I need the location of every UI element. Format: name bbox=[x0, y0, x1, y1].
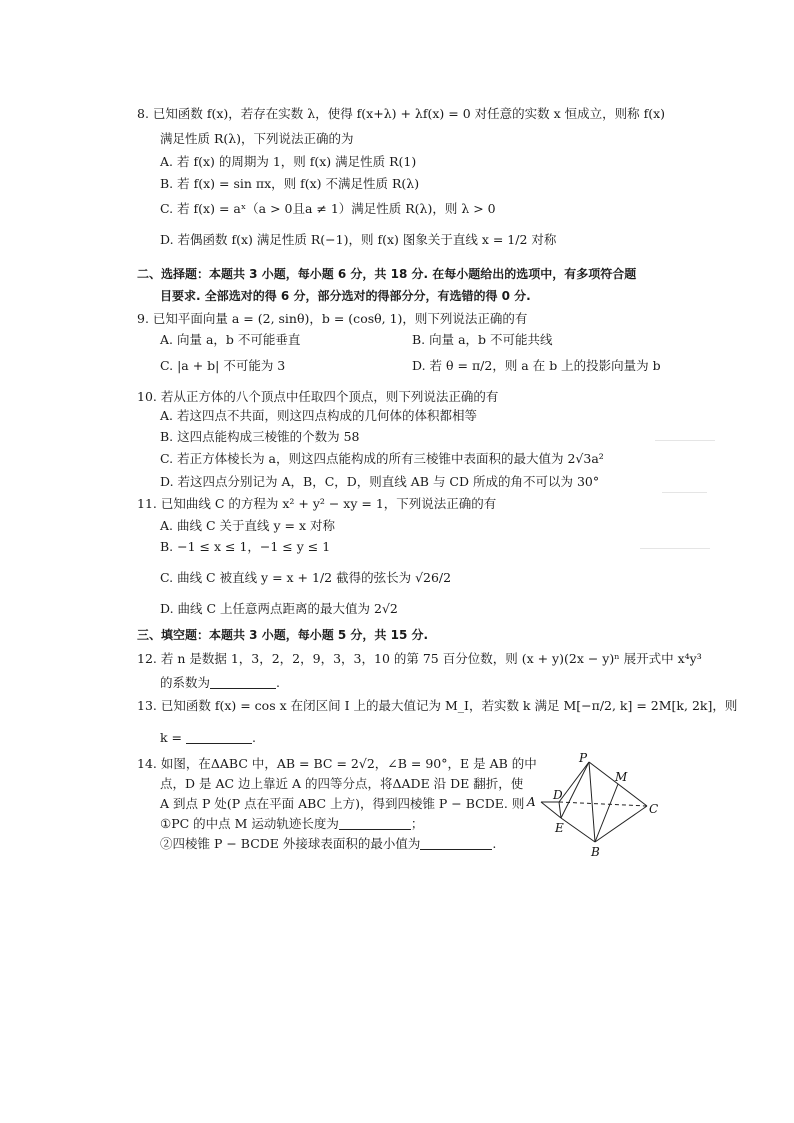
q10-option-b: B. 这四点能构成三棱锥的个数为 58 bbox=[160, 429, 360, 444]
edge-P-D bbox=[559, 762, 589, 802]
q8-option-a: A. 若 f(x) 的周期为 1，则 f(x) 满足性质 R(1) bbox=[160, 154, 417, 169]
q14-line5 bbox=[160, 836, 496, 852]
edge-A-E bbox=[541, 802, 561, 818]
edge-B-M bbox=[595, 784, 618, 842]
q10-option-a: A. 若这四点不共面，则这四点构成的几何体的体积都相等 bbox=[160, 408, 477, 423]
q13-answer-blank[interactable] bbox=[186, 731, 252, 744]
q14-pyramid-figure bbox=[515, 752, 665, 862]
q9-option-c: C. |a + b| 不可能为 3 bbox=[160, 358, 286, 373]
q14-part1-end: ； bbox=[410, 816, 424, 831]
q10-option-c: C. 若正方体棱长为 a，则这四点能构成的所有三棱锥中表面积的最大值为 2√3a² bbox=[160, 451, 604, 466]
q11-stem: 11. 已知曲线 C 的方程为 x² + y² − xy = 1，下列说法正确的有 bbox=[137, 496, 497, 511]
q12-stem-line2 bbox=[160, 675, 280, 691]
q13-prompt: k = bbox=[160, 730, 183, 745]
q8-stem-line1: 8. 已知函数 f(x)，若存在实数 λ，使得 f(x+λ) + λf(x) = 0 对任意的实数 x 恒成立，则称 f(x) bbox=[137, 106, 666, 121]
q13-stem-line2 bbox=[160, 730, 256, 746]
q11-option-c: C. 曲线 C 被直线 y = x + 1/2 截得的弦长为 √26/2 bbox=[160, 570, 452, 585]
section3-header: 三、填空题：本题共 3 小题，每小题 5 分，共 15 分. bbox=[137, 628, 429, 642]
q14-line1: 14. 如图，在ΔABC 中，AB = BC = 2√2，∠B = 90°，E 是 AB 的中 bbox=[137, 756, 537, 771]
q12-stem-line1: 12. 若 n 是数据 1，3，2，2，9，3，3，10 的第 75 百分位数，则 (x + y)(2x − y)ⁿ 展开式中 x⁴y³ bbox=[137, 651, 702, 666]
q14-part2-blank[interactable] bbox=[420, 837, 492, 850]
section2-header-line1: 二、选择题：本题共 3 小题，每小题 6 分，共 18 分. 在每小题给出的选项中，有多项符合题 bbox=[137, 267, 637, 281]
q9-option-d: D. 若 θ = π/2，则 a 在 b 上的投影向量为 b bbox=[412, 358, 661, 373]
q9-option-a: A. 向量 a，b 不可能垂直 bbox=[160, 332, 301, 347]
edge-P-C bbox=[589, 762, 647, 806]
q14-part2-end: . bbox=[492, 836, 497, 851]
q12-period: . bbox=[276, 675, 280, 690]
edge-B-C bbox=[595, 806, 647, 842]
label-A: A bbox=[527, 795, 536, 809]
label-E: E bbox=[555, 821, 564, 835]
q14-line3: A 到点 P 处(P 点在平面 ABC 上方)，得到四棱锥 P − BCDE. 则 bbox=[160, 796, 525, 811]
scan-artifact bbox=[662, 492, 707, 493]
q14-part2-prompt: ②四棱锥 P − BCDE 外接球表面积的最小值为 bbox=[160, 836, 421, 851]
scan-artifact bbox=[640, 548, 710, 549]
q8-option-c: C. 若 f(x) = aˣ（a > 0且a ≠ 1）满足性质 R(λ)，则 λ > 0 bbox=[160, 201, 496, 216]
q12-answer-blank[interactable] bbox=[210, 676, 276, 689]
scan-artifact bbox=[655, 440, 715, 441]
section2-header-line2: 目要求. 全部选对的得 6 分，部分选对的得部分分，有选错的得 0 分. bbox=[160, 289, 531, 303]
q8-stem-line2: 满足性质 R(λ)，下列说法正确的为 bbox=[160, 131, 354, 146]
q12-prompt: 的系数为 bbox=[160, 675, 211, 690]
q11-option-a: A. 曲线 C 关于直线 y = x 对称 bbox=[160, 518, 335, 533]
q11-option-b: B. −1 ≤ x ≤ 1，−1 ≤ y ≤ 1 bbox=[160, 539, 331, 554]
q10-option-d: D. 若这四点分别记为 A，B，C，D，则直线 AB 与 CD 所成的角不可以为 30° bbox=[160, 474, 600, 489]
q13-stem-line1: 13. 已知函数 f(x) = cos x 在闭区间 I 上的最大值记为 M_I，若实数 k 满足 M[−π/2, k] = 2M[k, 2k]，则 bbox=[137, 698, 738, 713]
label-C: C bbox=[649, 802, 659, 816]
q14-part1-blank[interactable] bbox=[339, 817, 411, 830]
q9-option-b: B. 向量 a，b 不可能共线 bbox=[412, 332, 553, 347]
q13-period: . bbox=[252, 730, 256, 745]
edge-E-B bbox=[561, 818, 595, 842]
q11-option-d: D. 曲线 C 上任意两点距离的最大值为 2√2 bbox=[160, 601, 398, 616]
edge-D-E bbox=[559, 802, 561, 818]
label-D: D bbox=[553, 788, 563, 802]
q14-part1-prompt: ①PC 的中点 M 运动轨迹长度为 bbox=[160, 816, 339, 831]
q8-option-d: D. 若偶函数 f(x) 满足性质 R(−1)，则 f(x) 图象关于直线 x = 1/2 对称 bbox=[160, 232, 557, 247]
q9-stem: 9. 已知平面向量 a = (2, sinθ)，b = (cosθ, 1)，则下列说法正确的有 bbox=[137, 311, 528, 326]
label-B: B bbox=[591, 845, 600, 859]
q10-stem: 10. 若从正方体的八个顶点中任取四个顶点，则下列说法正确的有 bbox=[137, 389, 499, 404]
q8-option-b: B. 若 f(x) = sin πx，则 f(x) 不满足性质 R(λ) bbox=[160, 176, 420, 191]
edge-P-E bbox=[561, 762, 589, 818]
q14-line2: 点，D 是 AC 边上靠近 A 的四等分点，将ΔADE 沿 DE 翻折，使 bbox=[160, 776, 524, 791]
edge-P-B bbox=[589, 762, 595, 842]
label-M: M bbox=[615, 770, 628, 784]
label-P: P bbox=[579, 752, 588, 765]
q14-line4 bbox=[160, 816, 423, 832]
edge-D-C-dashed bbox=[559, 802, 647, 806]
